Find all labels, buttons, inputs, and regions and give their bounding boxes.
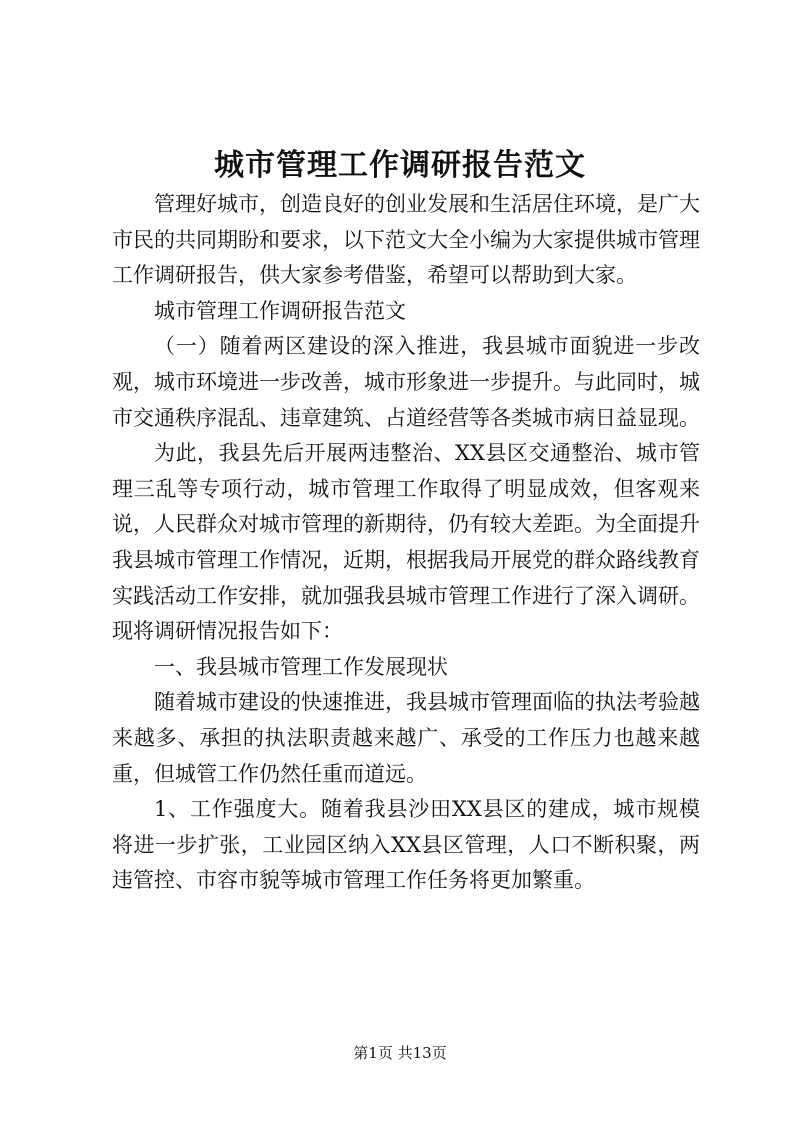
document-body xyxy=(112,187,700,899)
paragraph-2: 为此，我县先后开展两违整治、XX县区交通整治、城市管理三乱等专项行动，城市管理工作取得了明显成效，但客观来说，人民群众对城市管理的新期待，仍有较大差距。为全面提升我县城市管理工作情况，近期，根据我局开展党的群众路线教育实践活动工作安排，就加强我县城市管理工作进行了深入调研。现将调研情况报告如下： xyxy=(112,441,700,644)
paragraph-3: 随着城市建设的快速推进，我县城市管理面临的执法考验越来越多、承担的执法职责越来越广、承受的工作压力也越来越重，但城管工作仍然任重而道远。 xyxy=(112,690,700,786)
paragraph-1: （一）随着两区建设的深入推进，我县城市面貌进一步改观，城市环境进一步改善，城市形象进一步提升。与此同时，城市交通秩序混乱、违章建筑、占道经营等各类城市病日益显现。 xyxy=(112,334,700,430)
section-heading-1: 一、我县城市管理工作发展现状 xyxy=(154,654,448,679)
paragraph-4: 1、工作强度大。随着我县沙田XX县区的建成，城市规模将进一步扩张，工业园区纳入XX县区管理，人口不断积聚，两违管控、市容市貌等城市管理工作任务将更加繁重。 xyxy=(112,797,700,893)
paragraph-subtitle: 城市管理工作调研报告范文 xyxy=(154,298,406,323)
paragraph-intro: 管理好城市，创造良好的创业发展和生活居住环境，是广大市民的共同期盼和要求，以下范文大全小编为大家提供城市管理工作调研报告，供大家参考借鉴，希望可以帮助到大家。 xyxy=(112,192,700,288)
page-footer: 第1页 共13页 xyxy=(353,1044,447,1062)
document-title: 城市管理工作调研报告范文 xyxy=(214,148,586,183)
